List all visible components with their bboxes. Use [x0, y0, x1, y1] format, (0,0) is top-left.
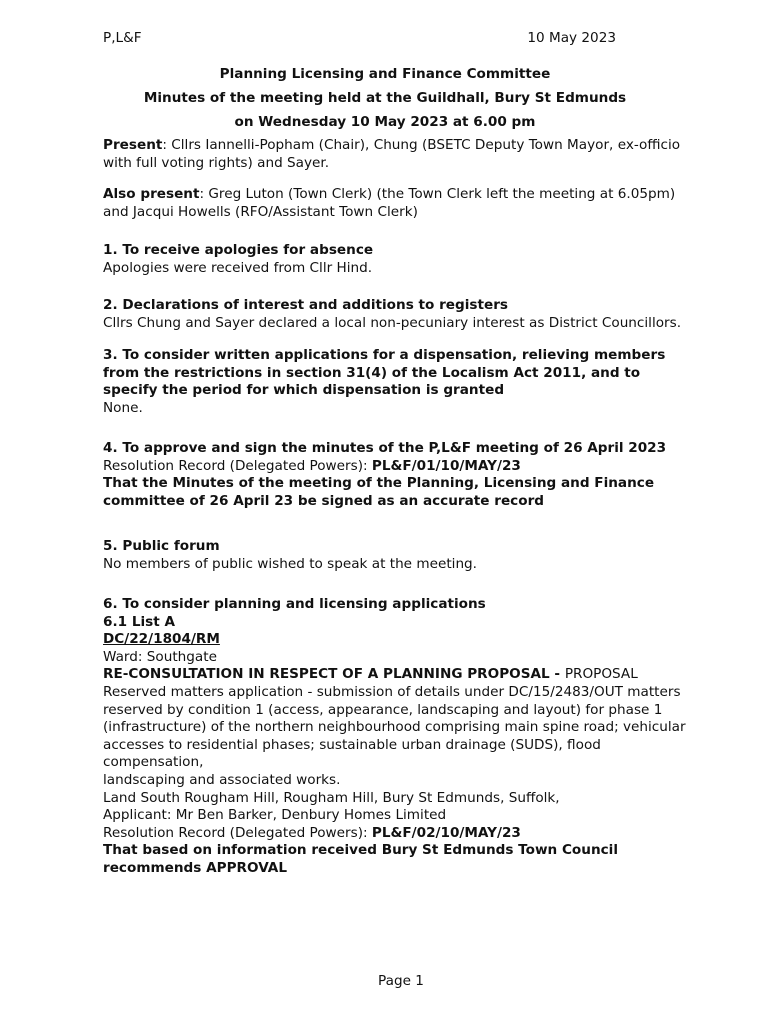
list-a-heading: 6.1 List A: [103, 613, 175, 630]
location-line: Land South Rougham Hill, Rougham Hill, Bury St Edmunds, Suffolk,: [103, 789, 560, 806]
resolution-text-line1: That the Minutes of the meeting of the Planning, Licensing and Finance: [103, 475, 655, 492]
item-1: [103, 242, 703, 277]
item-3-text: None.: [103, 399, 143, 416]
resolution-label: Resolution Record (Delegated Powers):: [103, 824, 372, 841]
item-5-heading: 5. Public forum: [103, 538, 220, 554]
proposal-desc-line2: reserved by condition 1 (access, appearance, landscaping and layout) for phase 1: [103, 701, 663, 718]
header-committee-code: P,L&F: [103, 30, 142, 46]
item-3-heading-line2: from the restrictions in section 31(4) of the Localism Act 2011, and to: [103, 364, 641, 381]
item-4-heading: 4. To approve and sign the minutes of the P,L&F meeting of 26 April 2023: [103, 440, 667, 456]
meeting-date-line: on Wednesday 10 May 2023 at 6.00 pm: [234, 114, 536, 130]
proposal-desc-line1: Reserved matters application - submission of details under DC/15/2483/OUT matters: [103, 683, 681, 700]
document-title: Planning Licensing and Finance Committee: [219, 66, 551, 82]
applicant-line: Applicant: Mr Ben Barker, Denbury Homes Limited: [103, 807, 447, 824]
item-2-heading: 2. Declarations of interest and additions to registers: [103, 297, 509, 313]
proposal-desc-line6: landscaping and associated works.: [103, 771, 341, 788]
resolution-text-line2: committee of 26 April 23 be signed as an accurate record: [103, 492, 545, 509]
present-text-cont: with full voting rights) and Sayer.: [103, 154, 330, 171]
present-text: : Cllrs Iannelli-Popham (Chair), Chung (BSETC Deputy Town Mayor, ex-officio: [162, 137, 681, 153]
proposal-desc-line4: accesses to residential phases; sustainable urban drainage (SUDS), flood: [103, 736, 601, 753]
item-5-text: No members of public wished to speak at the meeting.: [103, 555, 478, 572]
application-reference: DC/22/1804/RM: [103, 631, 220, 648]
header-date: 10 May 2023: [527, 30, 616, 46]
present-section: [103, 137, 703, 172]
ward-line: Ward: Southgate: [103, 648, 217, 665]
item-1-heading: 1. To receive apologies for absence: [103, 242, 374, 258]
document-subtitle: Minutes of the meeting held at the Guildhall, Bury St Edmunds: [143, 90, 627, 106]
also-present-text-cont: and Jacqui Howells (RFO/Assistant Town Clerk): [103, 203, 418, 220]
resolution-text-line1: That based on information received Bury St Edmunds Town Council: [103, 842, 618, 859]
proposal-desc-line5: compensation,: [103, 754, 204, 771]
also-present-label: Also present: [103, 186, 200, 202]
page-number: Page 1: [378, 973, 424, 989]
proposal-desc-line3: (infrastructure) of the northern neighbourhood comprising main spine road; vehicular: [103, 719, 686, 736]
also-present-section: [103, 186, 703, 221]
item-3-heading-line1: 3. To consider written applications for a dispensation, relieving members: [103, 347, 666, 363]
resolution-ref: PL&F/02/10/MAY/23: [371, 824, 521, 841]
item-5: [103, 538, 703, 573]
resolution-text-line2: recommends APPROVAL: [103, 859, 287, 876]
item-3-heading-line3: specify the period for which dispensation is granted: [103, 382, 505, 399]
item-2-text: Cllrs Chung and Sayer declared a local non-pecuniary interest as District Councillors.: [103, 314, 682, 331]
item-6: [103, 596, 703, 878]
reconsultation-heading: RE-CONSULTATION IN RESPECT OF A PLANNING PROPOSAL -: [103, 666, 565, 683]
present-label: Present: [103, 137, 163, 153]
item-2: [103, 297, 703, 332]
item-3: [103, 347, 703, 417]
item-6-heading: 6. To consider planning and licensing applications: [103, 596, 486, 612]
item-1-text: Apologies were received from Cllr Hind.: [103, 259, 373, 276]
resolution-ref: PL&F/01/10/MAY/23: [371, 457, 521, 474]
proposal-word: PROPOSAL: [564, 666, 638, 683]
item-4: [103, 440, 703, 510]
resolution-label: Resolution Record (Delegated Powers):: [103, 457, 372, 474]
also-present-text: : Greg Luton (Town Clerk) (the Town Clerk left the meeting at 6.05pm): [199, 186, 676, 202]
